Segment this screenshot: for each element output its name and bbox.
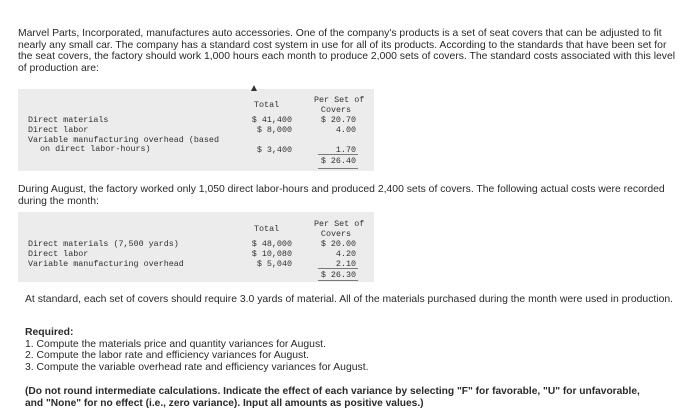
row-total-variable-overhead: $ 3,400 xyxy=(256,145,292,155)
sum-rule xyxy=(318,268,358,269)
row-label-direct-labor: Direct labor xyxy=(28,249,89,259)
col-header-per-set: Per Set of Covers xyxy=(314,95,365,115)
instruction-line-1: (Do not round intermediate calculations. Indicate the effect of each variance by selecting "F" for favorable, "U" for unfavorable, xyxy=(25,386,640,397)
row-label-variable-overhead: Variable manufacturing overhead xyxy=(28,259,184,269)
row-per-set-variable-overhead: 1.70 xyxy=(335,145,356,155)
required-title: Required: xyxy=(25,327,74,338)
row-total-direct-labor: $ 10,080 xyxy=(251,249,292,259)
sum-double-rule xyxy=(318,168,358,169)
row-per-set-direct-materials: $ 20.70 xyxy=(320,115,356,125)
row-label-direct-materials: Direct materials xyxy=(28,115,109,125)
row-total-direct-materials: $ 41,400 xyxy=(251,115,292,125)
standard-cost-table xyxy=(18,89,374,171)
row-total-direct-labor: $ 8,000 xyxy=(256,125,292,135)
per-set-total: $ 26.40 xyxy=(320,156,356,166)
row-per-set-direct-labor: 4.00 xyxy=(335,125,356,135)
instruction-line-2: and "None" for no effect (i.e., zero variance). Input all amounts as positive values.) xyxy=(25,397,424,409)
required-item-1: 1. Compute the materials price and quantity variances for August. xyxy=(25,338,326,350)
row-total-variable-overhead: $ 5,040 xyxy=(256,259,292,269)
intro-paragraph: Marvel Parts, Incorporated, manufactures auto accessories. One of the company's products is a set of seat covers that can be adjusted to fit nearly any small car. The company has a standard cost system in use for all of its products. According to the standards that have been set for the seat covers, the factory should work 1,000 hours each month to produce 2,000 sets of covers. The standard costs associated with this level of production are: xyxy=(18,28,676,74)
row-total-direct-materials: $ 48,000 xyxy=(251,239,292,249)
row-label-variable-overhead-cont: on direct labor-hours) xyxy=(40,144,151,154)
actual-cost-table xyxy=(18,212,374,282)
per-set-total: $ 26.30 xyxy=(320,270,356,280)
august-paragraph: During August, the factory worked only 1,050 direct labor-hours and produced 2,400 sets of covers. The following actual costs were recorded during the month: xyxy=(18,184,665,207)
row-label-variable-overhead: Variable manufacturing overhead (based xyxy=(28,135,219,145)
col-header-total: Total xyxy=(254,224,280,234)
standard-paragraph: At standard, each set of covers should require 3.0 yards of material. All of the materials purchased during the month were used in production. xyxy=(25,294,674,305)
cursor-caret-icon xyxy=(251,85,257,91)
required-item-3: 3. Compute the variable overhead rate and efficiency variances for August. xyxy=(25,361,369,373)
row-label-direct-labor: Direct labor xyxy=(28,125,89,135)
row-label-direct-materials: Direct materials (7,500 yards) xyxy=(28,239,179,249)
row-per-set-direct-labor: 4.20 xyxy=(335,249,356,259)
sum-rule xyxy=(318,154,358,155)
row-per-set-variable-overhead: 2.10 xyxy=(335,259,356,269)
col-header-total: Total xyxy=(254,100,280,110)
required-section xyxy=(25,327,675,373)
instructions xyxy=(25,386,685,409)
row-per-set-direct-materials: $ 20.00 xyxy=(320,239,356,249)
col-header-per-set: Per Set of Covers xyxy=(314,219,365,239)
required-list xyxy=(25,339,675,374)
required-item-2: 2. Compute the labor rate and efficiency variances for August. xyxy=(25,350,309,362)
sum-double-rule xyxy=(318,280,358,281)
